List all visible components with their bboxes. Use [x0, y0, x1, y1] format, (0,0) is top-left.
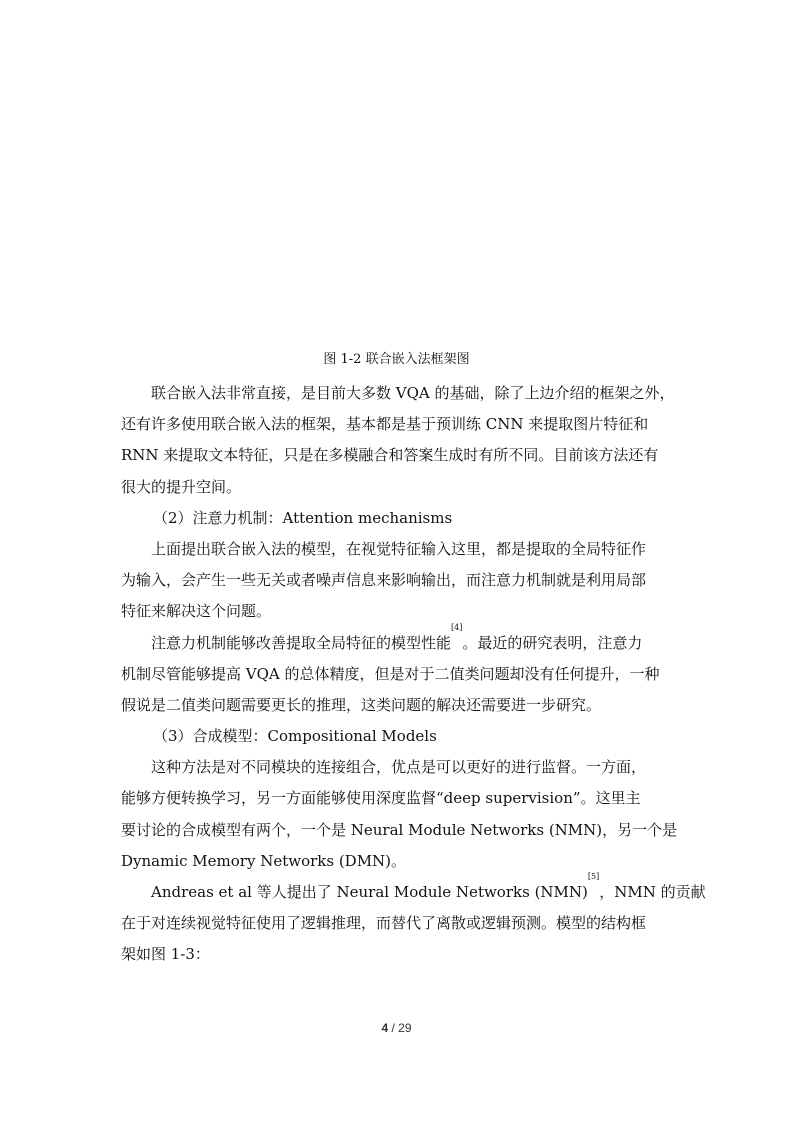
paragraph-line: 要讨论的合成模型有两个，一个是 Neural Module Networks (NMN)，另一个是 — [121, 820, 678, 839]
page-separator: / — [388, 1021, 399, 1035]
paragraph-line: 还有许多使用联合嵌入法的框架，基本都是基于预训练 CNN 来提取图片特征和 — [121, 415, 649, 434]
text-run: 。最近的研究表明，注意力 — [462, 633, 643, 652]
paragraph-line: 很大的提升空间。 — [121, 477, 242, 496]
total-pages: 29 — [398, 1021, 412, 1035]
text-run: ，NMN 的贡献 — [599, 883, 706, 901]
paragraph-line — [121, 872, 706, 908]
figure-caption: 图 1-2 联合嵌入法框架图 — [323, 352, 470, 367]
page-number — [0, 1021, 793, 1035]
paragraph-line: RNN 来提取文本特征，只是在多模融合和答案生成时有所不同。目前该方法还有 — [121, 446, 659, 465]
section-heading: （2）注意力机制：Attention mechanisms — [153, 508, 453, 527]
paragraph-line: 这种方法是对不同模块的连接组合，优点是可以更好的进行监督。一方面， — [151, 758, 647, 777]
section-heading: （3）合成模型：Compositional Models — [153, 727, 437, 746]
paragraph-line: 为输入，会产生一些无关或者噪声信息来影响输出，而注意力机制就是利用局部 — [121, 571, 647, 590]
paragraph-line: 联合嵌入法非常直接，是目前大多数 VQA 的基础，除了上边介绍的框架之外， — [151, 384, 675, 402]
paragraph-line: 上面提出联合嵌入法的模型，在视觉特征输入这里，都是提取的全局特征作 — [151, 539, 647, 558]
current-page: 4 — [381, 1021, 389, 1035]
text-run: Andreas et al 等人提出了 Neural Module Networks (NMN) — [151, 883, 588, 901]
paragraph-line: Dynamic Memory Networks (DMN)。 — [121, 851, 407, 870]
paragraph-line: 架如图 1-3： — [121, 945, 210, 964]
paragraph-line: 在于对连续视觉特征使用了逻辑推理，而替代了离散或逻辑预测。模型的结构框 — [121, 914, 647, 933]
citation-ref[interactable]: [4] — [451, 622, 463, 632]
body-text — [121, 378, 706, 971]
paragraph-line: 机制尽管能够提高 VQA 的总体精度，但是对于二值类问题却没有任何提升，一种 — [121, 664, 660, 683]
paragraph-line: 特征来解决这个问题。 — [121, 602, 272, 621]
paragraph-line — [121, 622, 677, 659]
text-run: 注意力机制能够改善提取全局特征的模型性能 — [151, 633, 452, 652]
paragraph-line: 能够方便转换学习，另一方面能够使用深度监督“deep supervision”。这里主 — [121, 789, 641, 808]
citation-ref[interactable]: [5] — [587, 872, 600, 881]
paragraph-line: 假说是二值类问题需要更长的推理，这类问题的解决还需要进一步研究。 — [121, 695, 602, 714]
